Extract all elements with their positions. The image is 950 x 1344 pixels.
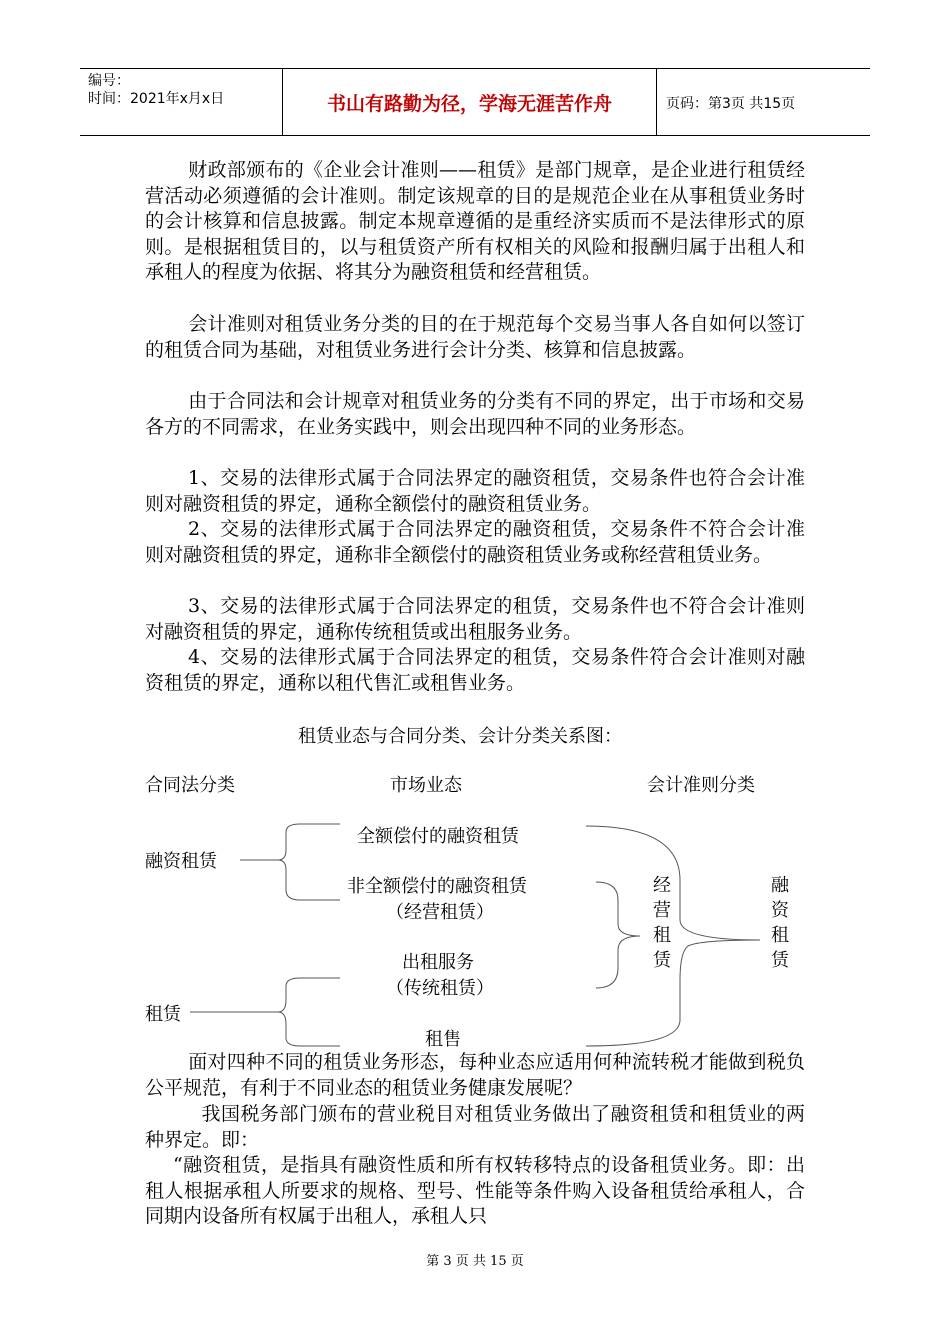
market-full-payout-finance-lease: 全额偿付的融资租赁 — [357, 826, 519, 847]
paragraph: 2、交易的法律形式属于合同法界定的融资租赁，交易条件不符合会计准则对融资租赁的界定，通称非全额偿付的融资租赁业务或称经营租赁业务。 — [145, 518, 805, 566]
market-non-full-payout-finance-lease: 非全额偿付的融资租赁 — [347, 876, 527, 897]
paragraph: 我国税务部门颁布的营业税目对租赁业务做出了融资租赁和租赁业的两种界定。即： — [145, 1103, 805, 1151]
paragraph: 面对四种不同的租赁业务形态，每种业态应适用何种流转税才能做到税负公平规范，有利于不同业态的租赁业务健康发展呢？ — [145, 1051, 805, 1099]
paragraph: “融资租赁，是指具有融资性质和所有权转移特点的设备租赁业务。即：出租人根据承租人所要求的规格、型号、性能等条件购入设备租赁给承租人，合同期内设备所有权属于出租人，承租人只 — [145, 1154, 805, 1228]
lease-brace — [190, 978, 340, 1012]
market-lease-sale: 租售 — [425, 1029, 461, 1050]
operating-lease-brace — [596, 882, 640, 936]
accounting-operating-lease: 经营租赁 — [653, 875, 671, 971]
document-date-label: 时间：2021年x月x日 — [88, 91, 225, 107]
paragraph: 由于合同法和会计规章对租赁业务的分类有不同的界定，出于市场和交易各方的不同需求，在业务实践中，则会出现四种不同的业务形态。 — [145, 390, 805, 438]
page-footer: 第 3 页 共 15 页 — [426, 1254, 524, 1269]
contract-finance-lease: 融资租赁 — [145, 851, 217, 872]
diagram-caption: 租赁业态与合同分类、会计分类关系图： — [298, 726, 622, 747]
accounting-finance-brace — [586, 940, 760, 1046]
paragraph: 3、交易的法律形式属于合同法界定的租赁，交易条件也不符合会计准则对融资租赁的界定，通称传统租赁或出租服务业务。 — [145, 595, 805, 643]
contract-lease: 租赁 — [145, 1004, 181, 1025]
column-header-accounting: 会计准则分类 — [647, 775, 755, 796]
finance-lease-brace — [240, 824, 340, 860]
market-traditional-lease-note: （传统租赁） — [386, 978, 494, 999]
column-header-market: 市场业态 — [390, 775, 462, 796]
accounting-finance-brace — [586, 826, 760, 940]
finance-lease-brace — [278, 860, 340, 900]
header-motto: 书山有路勤为径，学海无涯苦作舟 — [326, 92, 612, 115]
column-header-contract-law: 合同法分类 — [145, 775, 235, 796]
paragraph: 财政部颁布的《企业会计准则——租赁》是部门规章，是企业进行租赁经营活动必须遵循的会计准则。制定该规章的目的是规范企业在从事租赁业务时的会计核算和信息披露。制定本规章遵循的是重经济实质而不是法律形式的原则。是根据租赁目的，以与租赁资产所有权相关的风险和报酬归属于出租人和承租人的程度为依据、将其分为融资租赁和经营租赁。 — [145, 159, 805, 284]
paragraph: 1、交易的法律形式属于合同法界定的融资租赁，交易条件也符合会计准则对融资租赁的界定，通称全额偿付的融资租赁业务。 — [145, 467, 805, 515]
header-page-info: 页码：第3页 共15页 — [666, 96, 796, 112]
accounting-finance-lease: 融资租赁 — [771, 875, 789, 971]
paragraph: 会计准则对租赁业务分类的目的在于规范每个交易当事人各自如何以签订的租赁合同为基础，对租赁业务进行会计分类、核算和信息披露。 — [145, 313, 805, 361]
market-rental-service: 出租服务 — [402, 952, 474, 973]
paragraph: 4、交易的法律形式属于合同法界定的租赁，交易条件符合会计准则对融资租赁的界定，通称以租代售汇或租售业务。 — [145, 646, 805, 694]
market-operating-lease-note: （经营租赁） — [386, 902, 494, 923]
operating-lease-brace — [596, 936, 640, 988]
document-number-label: 编号： — [88, 73, 130, 89]
lease-brace — [278, 1012, 340, 1046]
